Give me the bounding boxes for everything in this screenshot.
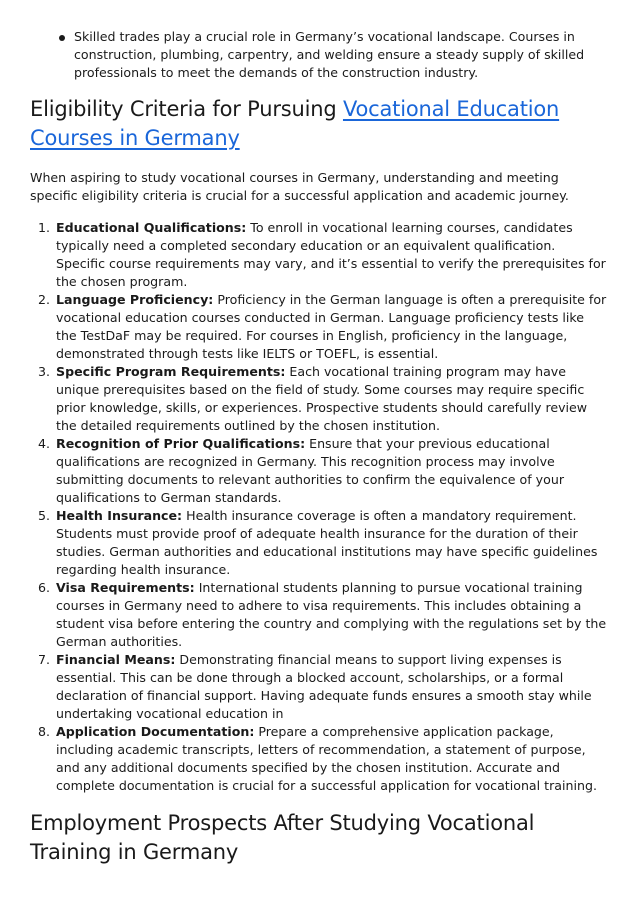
criteria-number: 2.: [37, 292, 50, 307]
criteria-number: 3.: [37, 364, 50, 379]
skilled-trades-list: [30, 0, 608, 82]
criteria-item: [37, 507, 608, 579]
section-heading-eligibility: [30, 95, 608, 153]
criteria-title: Language Proficiency:: [56, 292, 214, 307]
criteria-title: Specific Program Requirements:: [56, 364, 286, 379]
criteria-title: Financial Means:: [56, 652, 176, 667]
criteria-item: [37, 723, 608, 795]
criteria-title: Health Insurance:: [56, 508, 183, 523]
criteria-item: [37, 219, 608, 291]
criteria-title: Recognition of Prior Qualifications:: [56, 436, 306, 451]
criteria-title: Educational Qualifications:: [56, 220, 247, 235]
criteria-number: 5.: [37, 508, 50, 523]
eligibility-criteria-list: [30, 219, 608, 795]
criteria-number: 7.: [37, 652, 50, 667]
section-heading-employment: Employment Prospects After Studying Vocational Training in Germany: [30, 811, 535, 864]
criteria-text: Ensure that your previous educational qualifications are recognized in Germany. This recognition process may involve submitting documents to relevant authorities to confirm the equivalence of your qualifications to German standards.: [56, 436, 564, 505]
criteria-item: [37, 435, 608, 507]
section-intro-paragraph: When aspiring to study vocational courses in Germany, understanding and meeting specific eligibility criteria is crucial for a successful application and academic journey.: [30, 170, 569, 203]
list-item: Skilled trades play a crucial role in Germany’s vocational landscape. Courses in construction, plumbing, carpentry, and welding ensure a steady supply of skilled professionals to meet the demands of the construction industry.: [74, 28, 608, 82]
criteria-text: Each vocational training program may have unique prerequisites based on the field of study. Some courses may require specific prior knowledge, skills, or experiences. Prospective students should carefully review the detailed requirements outlined by the chosen institution.: [56, 364, 588, 433]
criteria-text: Proficiency in the German language is often a prerequisite for vocational education courses conducted in German. Language proficiency tests like the TestDaF may be required. For courses in English, proficiency in the language, demonstrated through tests like IELTS or TOEFL, is essential.: [56, 292, 607, 361]
criteria-title: Visa Requirements:: [56, 580, 195, 595]
criteria-number: 6.: [37, 580, 50, 595]
criteria-text: Prepare a comprehensive application package, including academic transcripts, letters of recommendation, a statement of purpose, and any additional documents specified by the chosen institution. Accurate and complete documentation is crucial for a successful application for vocational training.: [56, 724, 597, 793]
criteria-number: 4.: [37, 436, 50, 451]
vocational-education-link[interactable]: Vocational Education Courses in Germany: [30, 97, 560, 150]
criteria-item: [37, 579, 608, 651]
criteria-item: [37, 651, 608, 723]
criteria-item: [37, 363, 608, 435]
criteria-title: Application Documentation:: [56, 724, 255, 739]
criteria-text: Health insurance coverage is often a mandatory requirement. Students must provide proof of adequate health insurance for the duration of their studies. German authorities and educational institutions may have specific guidelines regarding health insurance.: [56, 508, 598, 577]
criteria-number: 8.: [37, 724, 50, 739]
criteria-text: International students planning to pursue vocational training courses in Germany need to adhere to visa requirements. This includes obtaining a student visa before entering the country and complying with the regulations set by the German authorities.: [56, 580, 607, 649]
criteria-number: 1.: [37, 220, 50, 235]
heading-text: Eligibility Criteria for Pursuing: [30, 97, 343, 121]
criteria-text: Demonstrating financial means to support living expenses is essential. This can be done through a blocked account, scholarships, or a formal declaration of financial support. Having adequate funds ensures a smooth stay while undertaking vocational education in: [56, 652, 592, 721]
criteria-item: [37, 291, 608, 363]
criteria-text: To enroll in vocational learning courses, candidates typically need a completed secondary education or an equivalent qualification. Specific course requirements may vary, and it’s essential to verify the prerequisites for the chosen program.: [56, 220, 606, 289]
